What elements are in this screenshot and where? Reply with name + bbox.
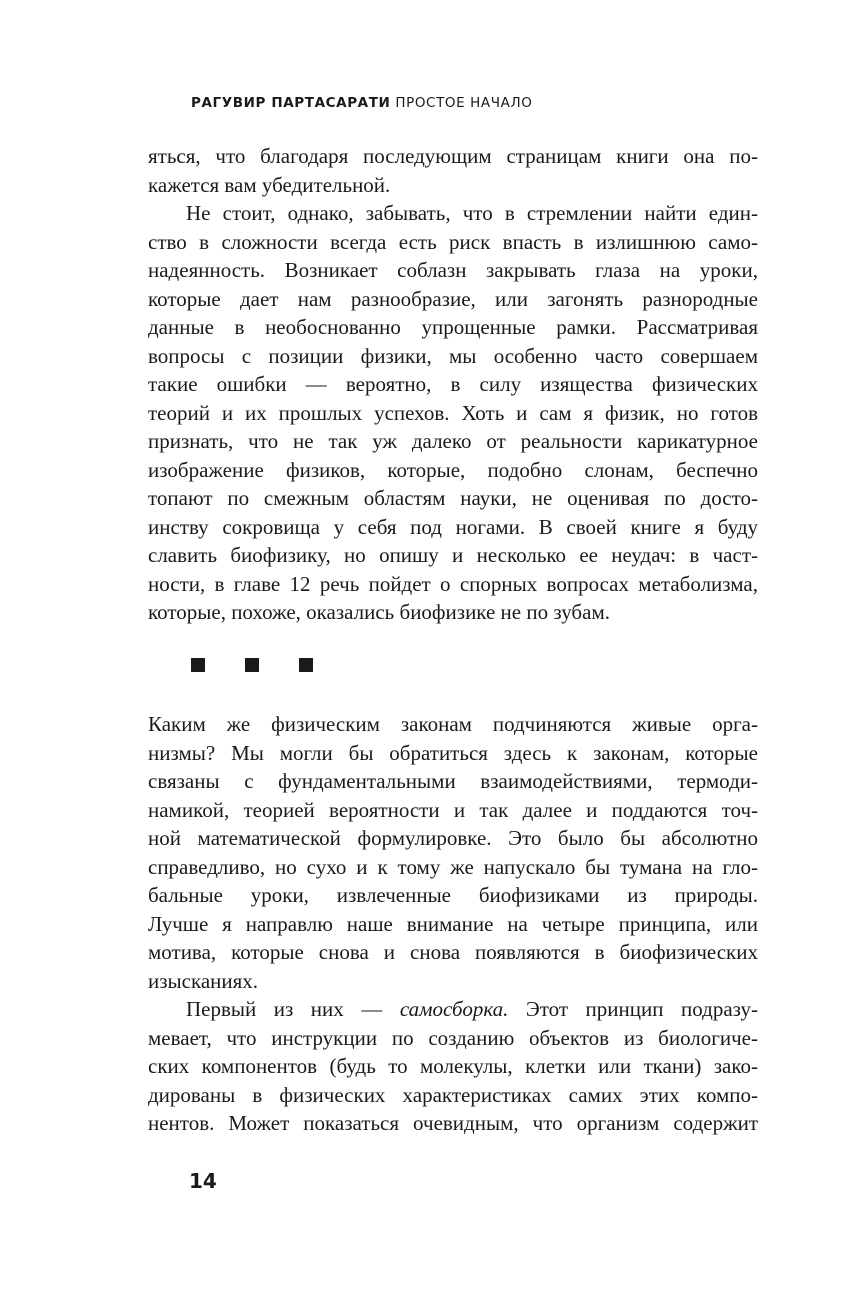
- text-line: ство в сложности всегда есть риск впасть в излишнюю само-: [148, 229, 758, 254]
- section-break-square: [299, 658, 313, 672]
- text-line: Не стоит, однако, забывать, что в стремлении найти един-: [186, 201, 758, 225]
- text-line: такие ошибки — вероятно, в силу изящества физических: [148, 372, 758, 396]
- text-line: инству сокровища у себя под ногами. В своей книге я буду: [148, 514, 758, 539]
- text-line: [148, 995, 758, 1024]
- text-line: ной математической формулировке. Это было бы абсолютно: [148, 826, 758, 850]
- text-line: данные в необоснованно упрощенные рамки. Рассматривая: [148, 315, 758, 339]
- paragraph: [148, 710, 758, 995]
- text-block-upper: [148, 142, 758, 627]
- text-line: надеянность. Возникает соблазн закрывать глаза на уроки,: [148, 258, 758, 282]
- text-line: кажется вам убедительной.: [148, 172, 391, 197]
- text-run: Первый из них —: [186, 997, 400, 1021]
- text-line: ности, в главе 12 речь пойдет о спорных вопросах метаболизма,: [148, 571, 758, 596]
- text-line: которые дает нам разнообразие, или загонять разнородные: [148, 286, 758, 311]
- text-line: вопросы с позиции физики, мы особенно часто совершаем: [148, 343, 758, 368]
- running-head-title: ПРОСТОЕ НАЧАЛО: [395, 95, 533, 111]
- text-line: Каким же физическим законам подчиняются живые орга-: [148, 712, 758, 736]
- page-number: 14: [189, 1169, 217, 1193]
- running-head-author: РАГУВИР ПАРТАСАРАТИ: [191, 95, 391, 111]
- paragraph-continued: [148, 142, 758, 199]
- text-line: Лучше я направлю наше внимание на четыре принципа, или: [148, 911, 758, 936]
- text-line: которые, похоже, оказались биофизике не по зубам.: [148, 600, 610, 624]
- text-block-lower: [148, 710, 758, 1138]
- text-line: бальные уроки, извлеченные биофизиками из природы.: [148, 883, 758, 907]
- text-line: мотива, которые снова и снова появляются в биофизических: [148, 940, 758, 964]
- text-line: теорий и их прошлых успехов. Хоть и сам я физик, но готов: [148, 400, 758, 425]
- text-line: ских компонентов (будь то молекулы, клетки или ткани) зако-: [148, 1054, 758, 1078]
- text-line: яться, что благодаря последующим страницам книги она по-: [148, 144, 758, 168]
- text-run: Этот принцип подразу-: [508, 997, 758, 1021]
- section-break-square: [191, 658, 205, 672]
- text-line: справедливо, но сухо и к тому же напускало бы тумана на гло-: [148, 854, 758, 879]
- text-line: топают по смежным областям науки, не оценивая по досто-: [148, 486, 758, 510]
- section-break-square: [245, 658, 259, 672]
- text-line: славить биофизику, но опишу и несколько ее неудач: в част-: [148, 543, 758, 567]
- section-break: [191, 658, 353, 672]
- text-line: изысканиях.: [148, 968, 259, 993]
- emphasis-term: самосборка.: [399, 997, 509, 1021]
- text-line: низмы? Мы могли бы обратиться здесь к законам, которые: [148, 740, 758, 765]
- running-head: [191, 95, 532, 111]
- text-line: признать, что не так уж далеко от реальности карикатурное: [148, 429, 758, 453]
- text-line: изображение физиков, которые, подобно слонам, беспечно: [148, 457, 758, 482]
- paragraph: [148, 199, 758, 627]
- text-line: дированы в физических характеристиках самих этих компо-: [148, 1082, 758, 1107]
- text-line: намикой, теорией вероятности и так далее и поддаются точ-: [148, 797, 758, 822]
- paragraph: [148, 995, 758, 1138]
- text-line: нентов. Может показаться очевидным, что организм содержит: [148, 1111, 758, 1135]
- text-line: мевает, что инструкции по созданию объектов из биологиче-: [148, 1025, 758, 1050]
- text-line: связаны с фундаментальными взаимодействиями, термоди-: [148, 769, 758, 793]
